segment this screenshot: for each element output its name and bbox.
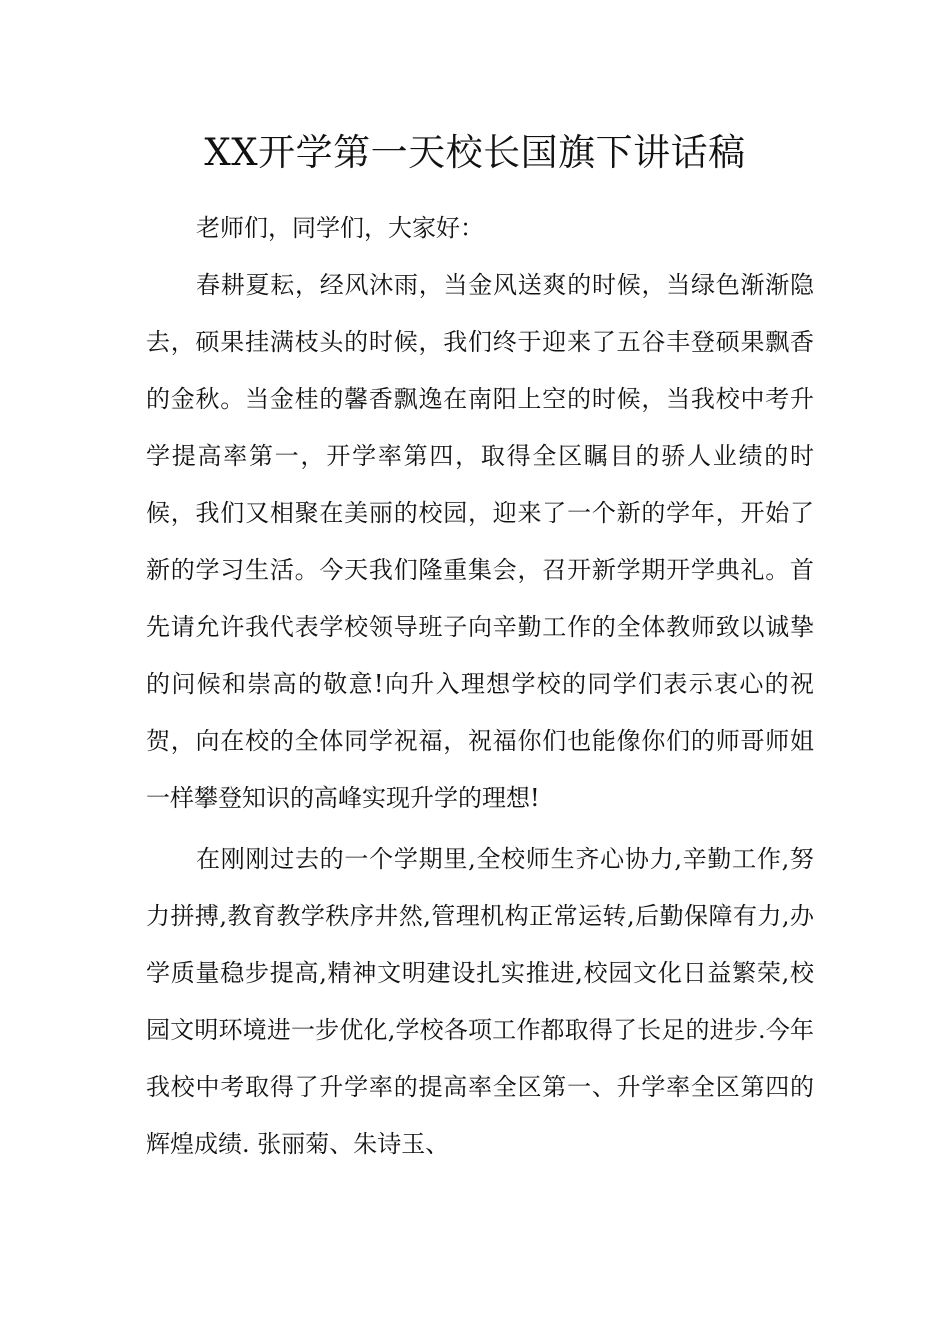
paragraph-achievements: 在刚刚过去的一个学期里,全校师生齐心协力,辛勤工作,努力拼搏,教育教学秩序井然,管理机构正常运转,后勤保障有力,办学质量稳步提高,精神文明建设扎实推进,校园文化日益繁荣,校园文明环境进一步优化,学校各项工作都取得了长足的进步.今年我校中考取得了升学率的提高率全区第一、升学率全区第四的辉煌成绩. 张丽菊、朱诗玉、	[146, 845, 814, 1158]
document-body	[146, 200, 814, 1173]
paragraph-opening: 春耕夏耘，经风沐雨，当金风送爽的时候，当绿色渐渐隐去，硕果挂满枝头的时候，我们终于迎来了五谷丰登硕果飘香的金秋。当金桂的馨香飘逸在南阳上空的时候，当我校中考升学提高率第一，开学率第四，取得全区瞩目的骄人业绩的时候，我们又相聚在美丽的校园，迎来了一个新的学年，开始了新的学习生活。今天我们隆重集会，召开新学期开学典礼。首先请允许我代表学校领导班子向辛勤工作的全体教师致以诚挚的问候和崇高的敬意!向升入理想学校的同学们表示衷心的祝贺，向在校的全体同学祝福，祝福你们也能像你们的师哥师姐一样攀登知识的高峰实现升学的理想!	[146, 271, 814, 812]
document-title: XX开学第一天校长国旗下讲话稿	[204, 131, 746, 174]
paragraph-greeting: 老师们，同学们，大家好：	[196, 214, 484, 242]
